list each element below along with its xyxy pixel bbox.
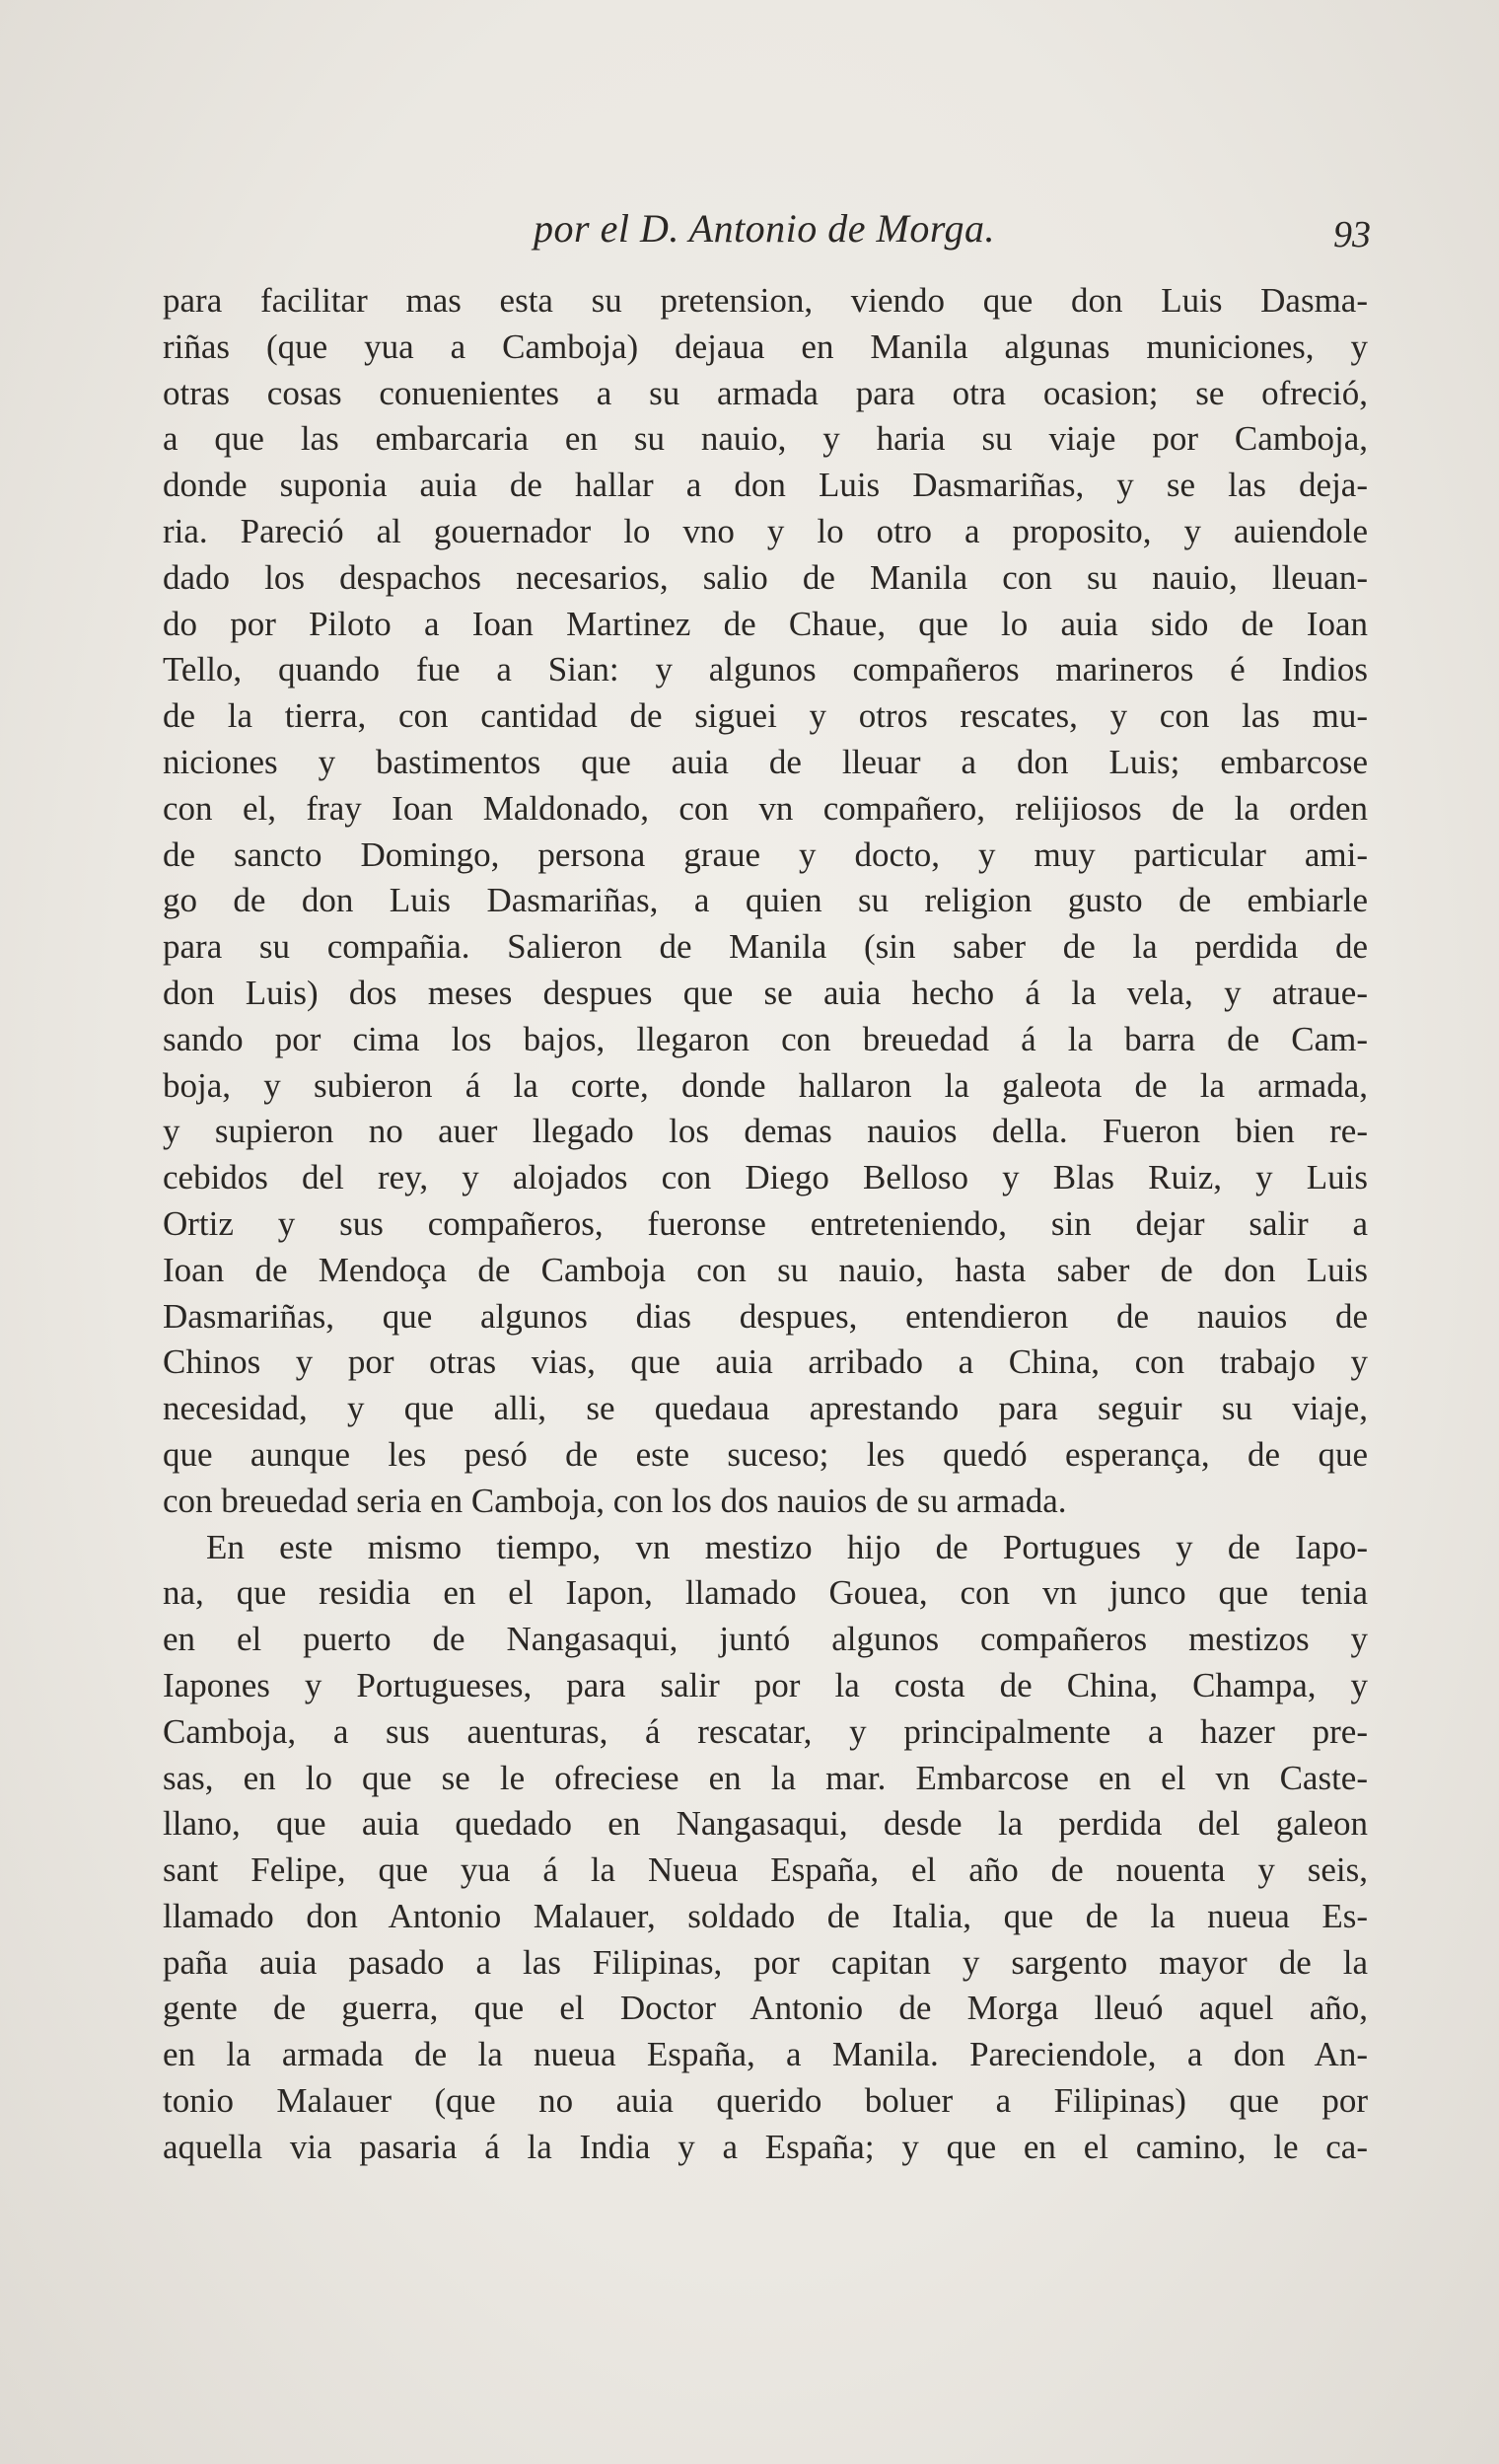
text-line: Chinos y por otras vias, que auia arribado a China, con trabajo y xyxy=(163,1342,1368,1382)
text-line-paragraph-end: con breuedad seria en Camboja, con los dos nauios de su armada. xyxy=(163,1481,1067,1520)
text-line: llano, que auia quedado en Nangasaqui, desde la perdida del galeon xyxy=(163,1804,1368,1844)
text-line-paragraph-start: En este mismo tiempo, vn mestizo hijo de Portugues y de Iapo- xyxy=(206,1527,1368,1566)
text-line: Ortiz y sus compañeros, fueronse entreteniendo, sin dejar salir a xyxy=(163,1203,1368,1243)
text-line: de sancto Domingo, persona graue y docto, y muy particular ami- xyxy=(163,834,1368,874)
text-line: Ioan de Mendoça de Camboja con su nauio, hasta saber de don Luis xyxy=(163,1250,1368,1289)
text-line: con el, fray Ioan Maldonado, con vn compañero, relijiosos de la orden xyxy=(163,788,1368,828)
text-line: ria. Pareció al gouernador lo vno y lo otro a proposito, y auiendole xyxy=(163,511,1368,550)
text-line: para facilitar mas esta su pretension, viendo que don Luis Dasma- xyxy=(163,281,1368,320)
text-line: Camboja, a sus auenturas, á rescatar, y principalmente a hazer pre- xyxy=(163,1711,1368,1751)
text-line: Dasmariñas, que algunos dias despues, entendieron de nauios de xyxy=(163,1296,1368,1336)
text-line: aquella via pasaria á la India y a España; y que en el camino, le ca- xyxy=(163,2127,1368,2166)
text-line: en la armada de la nueua España, a Manila. Pareciendole, a don An- xyxy=(163,2035,1368,2074)
text-line: donde suponia auia de hallar a don Luis Dasmariñas, y se las deja- xyxy=(163,466,1368,505)
text-line: boja, y subieron á la corte, donde hallaron la galeota de la armada, xyxy=(163,1065,1368,1105)
text-line: Iapones y Portugueses, para salir por la costa de China, Champa, y xyxy=(163,1665,1368,1704)
text-line: que aunque les pesó de este suceso; les quedó esperança, de que xyxy=(163,1434,1368,1474)
text-line: na, que residia en el Iapon, llamado Gouea, con vn junco que tenia xyxy=(163,1573,1368,1613)
text-line: otras cosas conuenientes a su armada para otra ocasion; se ofreció, xyxy=(163,373,1368,412)
text-line: para su compañia. Salieron de Manila (sin saber de la perdida de xyxy=(163,927,1368,967)
text-line: dado los despachos necesarios, salio de Manila con su nauio, lleuan- xyxy=(163,557,1368,597)
text-line: go de don Luis Dasmariñas, a quien su religion gusto de embiarle xyxy=(163,881,1368,920)
text-line: do por Piloto a Ioan Martinez de Chaue, que lo auia sido de Ioan xyxy=(163,604,1368,643)
text-line: don Luis) dos meses despues que se auia hecho á la vela, y atraue- xyxy=(163,973,1368,1012)
text-line: Tello, quando fue a Sian: y algunos compañeros marineros é Indios xyxy=(163,650,1368,689)
text-line: sant Felipe, que yua á la Nueua España, el año de nouenta y seis, xyxy=(163,1850,1368,1890)
text-line: y supieron no auer llegado los demas nauios della. Fueron bien re- xyxy=(163,1112,1368,1151)
text-line: riñas (que yua a Camboja) dejaua en Manila algunas municiones, y xyxy=(163,326,1368,366)
text-line: gente de guerra, que el Doctor Antonio de Morga lleuó aquel año, xyxy=(163,1989,1368,2028)
text-line: cebidos del rey, y alojados con Diego Belloso y Blas Ruiz, y Luis xyxy=(163,1158,1368,1197)
text-line: necesidad, y que alli, se quedaua aprestando para seguir su viaje, xyxy=(163,1389,1368,1428)
text-line: llamado don Antonio Malauer, soldado de Italia, que de la nueua Es- xyxy=(163,1896,1368,1935)
text-line: en el puerto de Nangasaqui, juntó algunos compañeros mestizos y xyxy=(163,1620,1368,1659)
body-text xyxy=(163,278,1368,2171)
text-line: tonio Malauer (que no auia querido boluer a Filipinas) que por xyxy=(163,2081,1368,2121)
page-header xyxy=(158,205,1371,264)
text-line: a que las embarcaria en su nauio, y haria su viaje por Camboja, xyxy=(163,419,1368,459)
page-number: 93 xyxy=(1333,214,1371,255)
text-line: de la tierra, con cantidad de siguei y otros rescates, y con las mu- xyxy=(163,696,1368,736)
text-line: paña auia pasado a las Filipinas, por capitan y sargento mayor de la xyxy=(163,1942,1368,1982)
text-line: sas, en lo que se le ofreciese en la mar. Embarcose en el vn Caste- xyxy=(163,1758,1368,1797)
text-line: niciones y bastimentos que auia de lleuar a don Luis; embarcose xyxy=(163,742,1368,781)
text-line: sando por cima los bajos, llegaron con breuedad á la barra de Cam- xyxy=(163,1019,1368,1058)
running-title: por el D. Antonio de Morga. xyxy=(534,206,995,251)
